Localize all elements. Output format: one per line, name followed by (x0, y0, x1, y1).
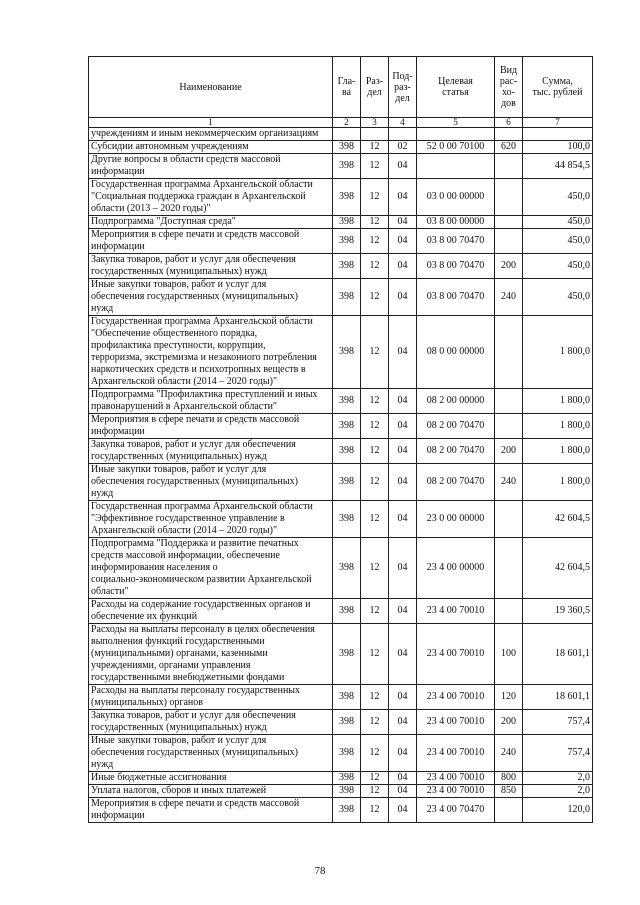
row-subsection: 02 (389, 141, 417, 154)
row-section: 12 (361, 624, 389, 685)
header-target-item: Целевая статья (417, 57, 495, 118)
row-section: 12 (361, 216, 389, 229)
row-subsection: 04 (389, 389, 417, 414)
row-sum: 450,0 (523, 254, 593, 279)
row-expense-type: 240 (495, 279, 523, 316)
row-section: 12 (361, 599, 389, 624)
row-name: Другие вопросы в области средств массовой информации (89, 154, 333, 179)
row-subsection: 04 (389, 685, 417, 710)
row-target-item: 23 4 00 70010 (417, 735, 495, 772)
row-name: Государственная программа Архангельской области "Социальная поддержка граждан в Архангельской области (2013 – 2020 годы)" (89, 179, 333, 216)
column-number: 1 (89, 118, 333, 128)
table-row (89, 599, 593, 624)
header-chapter: Гла- ва (333, 57, 361, 118)
table-row (89, 735, 593, 772)
row-chapter: 398 (333, 414, 361, 439)
row-expense-type: 620 (495, 141, 523, 154)
table-row (89, 179, 593, 216)
row-section: 12 (361, 772, 389, 785)
table-row (89, 624, 593, 685)
table-row (89, 798, 593, 823)
row-subsection (389, 128, 417, 141)
row-section: 12 (361, 685, 389, 710)
table-row (89, 464, 593, 501)
row-section: 12 (361, 710, 389, 735)
row-sum: 450,0 (523, 179, 593, 216)
row-chapter: 398 (333, 501, 361, 538)
column-number: 2 (333, 118, 361, 128)
row-target-item: 52 0 00 70100 (417, 141, 495, 154)
row-target-item: 23 4 00 70010 (417, 710, 495, 735)
row-sum: 1 800,0 (523, 316, 593, 389)
row-chapter: 398 (333, 735, 361, 772)
row-section: 12 (361, 538, 389, 599)
row-name: Иные закупки товаров, работ и услуг для обеспечения государственных (муниципальных) нужд (89, 279, 333, 316)
row-section: 12 (361, 501, 389, 538)
row-expense-type (495, 179, 523, 216)
row-name: Расходы на выплаты персоналу в целях обеспечения выполнения функций государственными (муниципальными) органами, казенными учреждениями, органами управления государственными внебюджетными фондами (89, 624, 333, 685)
row-name: Мероприятия в сфере печати и средств массовой информации (89, 414, 333, 439)
row-name: Уплата налогов, сборов и иных платежей (89, 785, 333, 798)
row-chapter: 398 (333, 599, 361, 624)
row-expense-type: 200 (495, 439, 523, 464)
row-name: Закупка товаров, работ и услуг для обеспечения государственных (муниципальных) нужд (89, 439, 333, 464)
row-subsection: 04 (389, 710, 417, 735)
column-number: 5 (417, 118, 495, 128)
row-target-item: 23 4 00 70010 (417, 785, 495, 798)
row-section: 12 (361, 389, 389, 414)
row-expense-type: 200 (495, 710, 523, 735)
row-target-item: 03 8 00 70470 (417, 279, 495, 316)
row-expense-type (495, 216, 523, 229)
row-expense-type (495, 414, 523, 439)
row-chapter: 398 (333, 254, 361, 279)
row-chapter: 398 (333, 154, 361, 179)
row-subsection: 04 (389, 254, 417, 279)
row-sum: 1 800,0 (523, 464, 593, 501)
budget-table (88, 56, 593, 823)
row-target-item: 23 0 00 00000 (417, 501, 495, 538)
row-chapter: 398 (333, 216, 361, 229)
row-section: 12 (361, 735, 389, 772)
row-sum: 44 854,5 (523, 154, 593, 179)
header-subsection: Под- раз- дел (389, 57, 417, 118)
row-name: Иные бюджетные ассигнования (89, 772, 333, 785)
row-chapter: 398 (333, 538, 361, 599)
row-section: 12 (361, 179, 389, 216)
row-target-item: 23 4 00 70010 (417, 624, 495, 685)
row-name: Иные закупки товаров, работ и услуг для обеспечения государственных (муниципальных) нужд (89, 735, 333, 772)
row-expense-type: 800 (495, 772, 523, 785)
row-target-item: 23 4 00 00000 (417, 538, 495, 599)
table-row (89, 316, 593, 389)
table-row (89, 710, 593, 735)
table-row (89, 141, 593, 154)
row-subsection: 04 (389, 464, 417, 501)
row-subsection: 04 (389, 798, 417, 823)
table-row (89, 154, 593, 179)
row-chapter: 398 (333, 710, 361, 735)
row-chapter: 398 (333, 772, 361, 785)
row-expense-type: 240 (495, 735, 523, 772)
row-subsection: 04 (389, 538, 417, 599)
table-row (89, 216, 593, 229)
row-subsection: 04 (389, 229, 417, 254)
row-name: Подпрограмма "Поддержка и развитие печатных средств массовой информации, обеспечение информирования населения о социально-экономическом развитии Архангельской области" (89, 538, 333, 599)
row-subsection: 04 (389, 501, 417, 538)
row-sum: 100,0 (523, 141, 593, 154)
row-expense-type: 850 (495, 785, 523, 798)
row-section: 12 (361, 279, 389, 316)
row-expense-type (495, 798, 523, 823)
table-row (89, 229, 593, 254)
row-subsection: 04 (389, 179, 417, 216)
row-subsection: 04 (389, 439, 417, 464)
row-name: Закупка товаров, работ и услуг для обеспечения государственных (муниципальных) нужд (89, 254, 333, 279)
row-sum: 757,4 (523, 710, 593, 735)
row-name: Государственная программа Архангельской области "Обеспечение общественного порядка, профилактика преступности, коррупции, терроризма, экстремизма и незаконного потребления наркотических средств и психотропных веществ в Архангельской области (2014 – 2020 годы)" (89, 316, 333, 389)
row-expense-type (495, 501, 523, 538)
row-chapter: 398 (333, 464, 361, 501)
row-expense-type (495, 389, 523, 414)
row-sum: 42 604,5 (523, 538, 593, 599)
row-name: Иные закупки товаров, работ и услуг для обеспечения государственных (муниципальных) нужд (89, 464, 333, 501)
row-name: Мероприятия в сфере печати и средств массовой информации (89, 229, 333, 254)
row-section (361, 128, 389, 141)
row-chapter: 398 (333, 316, 361, 389)
column-number: 3 (361, 118, 389, 128)
row-section: 12 (361, 798, 389, 823)
header-section: Раз- дел (361, 57, 389, 118)
row-name: Мероприятия в сфере печати и средств массовой информации (89, 798, 333, 823)
row-sum: 757,4 (523, 735, 593, 772)
table-row (89, 785, 593, 798)
row-target-item: 03 8 00 70470 (417, 254, 495, 279)
row-expense-type: 120 (495, 685, 523, 710)
row-target-item: 23 4 00 70010 (417, 599, 495, 624)
row-chapter: 398 (333, 685, 361, 710)
row-name: Подпрограмма "Доступная среда" (89, 216, 333, 229)
row-subsection: 04 (389, 279, 417, 316)
row-sum: 42 604,5 (523, 501, 593, 538)
table-row (89, 254, 593, 279)
row-name: Расходы на содержание государственных органов и обеспечение их функций (89, 599, 333, 624)
row-expense-type (495, 154, 523, 179)
row-subsection: 04 (389, 735, 417, 772)
row-chapter: 398 (333, 624, 361, 685)
table-row (89, 414, 593, 439)
row-sum: 2,0 (523, 772, 593, 785)
column-number-row (89, 118, 593, 128)
row-chapter (333, 128, 361, 141)
row-expense-type (495, 229, 523, 254)
row-name: Субсидии автономным учреждениям (89, 141, 333, 154)
table-row (89, 389, 593, 414)
row-chapter: 398 (333, 798, 361, 823)
header-name: Наименование (89, 57, 333, 118)
table-row (89, 501, 593, 538)
row-section: 12 (361, 229, 389, 254)
row-sum: 2,0 (523, 785, 593, 798)
row-expense-type (495, 316, 523, 389)
row-section: 12 (361, 254, 389, 279)
table-row (89, 439, 593, 464)
row-sum: 450,0 (523, 279, 593, 316)
row-target-item: 23 4 00 70010 (417, 685, 495, 710)
table-row (89, 279, 593, 316)
row-chapter: 398 (333, 141, 361, 154)
row-section: 12 (361, 439, 389, 464)
row-target-item: 03 8 00 70470 (417, 229, 495, 254)
row-name: Государственная программа Архангельской области "Эффективное государственное управление в Архангельской области (2014 – 2020 годы)" (89, 501, 333, 538)
row-section: 12 (361, 414, 389, 439)
row-target-item: 08 2 00 70470 (417, 464, 495, 501)
row-expense-type (495, 128, 523, 141)
table-row (89, 772, 593, 785)
row-sum: 450,0 (523, 229, 593, 254)
row-chapter: 398 (333, 785, 361, 798)
row-expense-type (495, 538, 523, 599)
row-sum: 19 360,5 (523, 599, 593, 624)
header-sum: Сумма, тыс. рублей (523, 57, 593, 118)
row-target-item: 08 2 00 00000 (417, 389, 495, 414)
row-target-item: 08 2 00 70470 (417, 414, 495, 439)
row-section: 12 (361, 785, 389, 798)
row-sum: 18 601,1 (523, 624, 593, 685)
table-row (89, 538, 593, 599)
row-name: учреждениям и иным некоммерческим организациям (89, 128, 333, 141)
row-expense-type (495, 599, 523, 624)
row-chapter: 398 (333, 229, 361, 254)
row-chapter: 398 (333, 179, 361, 216)
table-row (89, 685, 593, 710)
row-subsection: 04 (389, 624, 417, 685)
row-target-item: 23 4 00 70010 (417, 772, 495, 785)
row-subsection: 04 (389, 154, 417, 179)
header-expense-type: Вид рас- хо- дов (495, 57, 523, 118)
page-number: 78 (314, 865, 326, 877)
row-target-item (417, 128, 495, 141)
column-number: 6 (495, 118, 523, 128)
row-section: 12 (361, 316, 389, 389)
row-expense-type: 240 (495, 464, 523, 501)
row-subsection: 04 (389, 772, 417, 785)
row-chapter: 398 (333, 279, 361, 316)
row-name: Закупка товаров, работ и услуг для обеспечения государственных (муниципальных) нужд (89, 710, 333, 735)
row-sum: 1 800,0 (523, 439, 593, 464)
column-number: 4 (389, 118, 417, 128)
row-subsection: 04 (389, 316, 417, 389)
row-subsection: 04 (389, 414, 417, 439)
row-expense-type: 200 (495, 254, 523, 279)
row-subsection: 04 (389, 216, 417, 229)
row-sum (523, 128, 593, 141)
row-section: 12 (361, 154, 389, 179)
table-row (89, 128, 593, 141)
row-target-item: 03 0 00 00000 (417, 179, 495, 216)
row-section: 12 (361, 464, 389, 501)
table-header-row (89, 57, 593, 118)
row-chapter: 398 (333, 439, 361, 464)
row-sum: 120,0 (523, 798, 593, 823)
column-number: 7 (523, 118, 593, 128)
row-target-item: 03 8 00 00000 (417, 216, 495, 229)
row-sum: 450,0 (523, 216, 593, 229)
table-body (89, 128, 593, 823)
row-subsection: 04 (389, 599, 417, 624)
row-sum: 18 601,1 (523, 685, 593, 710)
row-target-item: 08 2 00 70470 (417, 439, 495, 464)
row-target-item (417, 154, 495, 179)
row-sum: 1 800,0 (523, 389, 593, 414)
row-section: 12 (361, 141, 389, 154)
row-target-item: 08 0 00 00000 (417, 316, 495, 389)
row-name: Расходы на выплаты персоналу государственных (муниципальных) органов (89, 685, 333, 710)
row-subsection: 04 (389, 785, 417, 798)
row-name: Подпрограмма "Профилактика преступлений и иных правонарушений в Архангельской области" (89, 389, 333, 414)
row-sum: 1 800,0 (523, 414, 593, 439)
row-expense-type: 100 (495, 624, 523, 685)
row-target-item: 23 4 00 70470 (417, 798, 495, 823)
row-chapter: 398 (333, 389, 361, 414)
